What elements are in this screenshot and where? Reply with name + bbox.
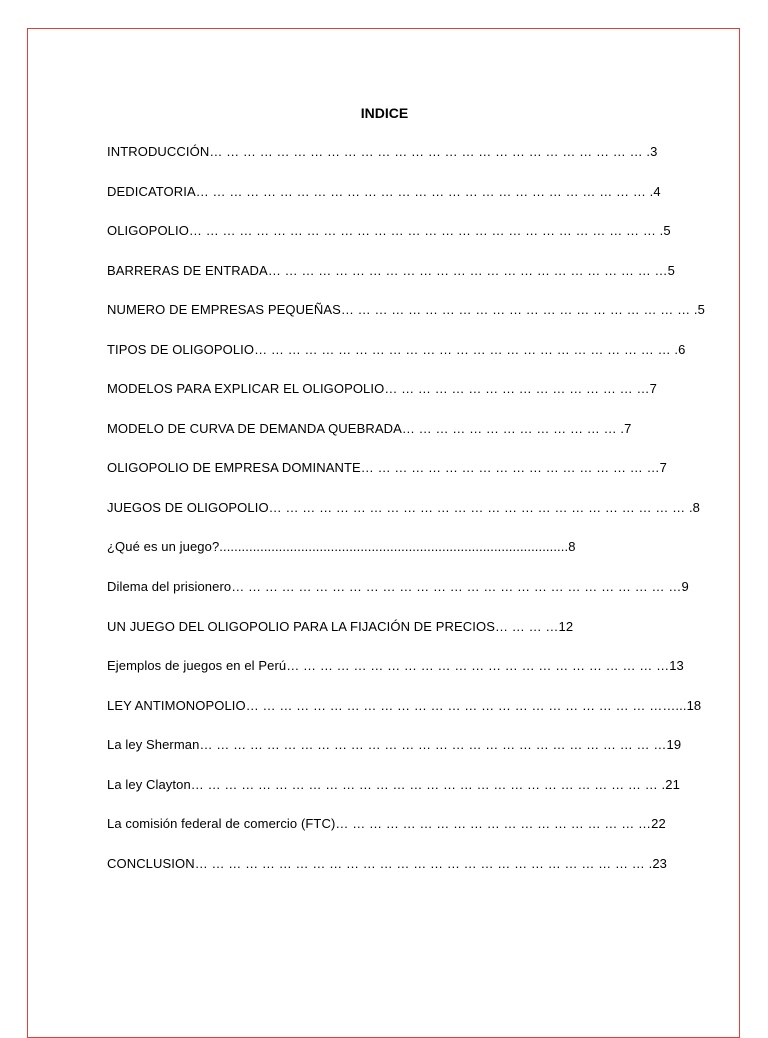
toc-entry-label: OLIGOPOLIO DE EMPRESA DOMINANTE	[107, 460, 361, 476]
table-of-contents	[107, 144, 705, 895]
toc-entry	[107, 144, 677, 184]
toc-entry	[107, 776, 680, 817]
toc-entry-page-number: 4	[653, 183, 661, 199]
toc-entry-label: La ley Sherman	[107, 737, 200, 753]
toc-entry-page-number: 5	[697, 302, 705, 318]
toc-entry-leader: … … … … … … … … … … … … … … … … … … … … … … … … … … .	[209, 144, 651, 159]
toc-entry-page-number: 9	[681, 579, 689, 595]
toc-entry-label: La ley Clayton	[107, 776, 191, 792]
toc-entry-page-number: 13	[669, 658, 684, 674]
toc-entry	[107, 499, 701, 540]
toc-entry-page-number: 21	[665, 776, 680, 792]
toc-entry-leader: … … … …	[494, 618, 559, 634]
toc-entry	[107, 579, 689, 619]
toc-entry-leader: … … … … … … … … … … … … … … … … … … … … … … … … … … … … .	[188, 223, 664, 239]
toc-entry	[107, 421, 677, 461]
toc-entry	[107, 856, 677, 896]
toc-entry-leader: … … … … … … … … … … … … … … … … … … … … … … … … … … … …	[199, 737, 667, 753]
toc-entry-label: OLIGOPOLIO	[107, 223, 189, 239]
document-page	[27, 28, 740, 1038]
toc-entry-page-number: 3	[650, 144, 658, 159]
toc-entry-leader: … … … … … … … … … … … … … … … … … … … … … … … … ……...	[245, 697, 687, 713]
toc-entry-label: INTRODUCCIÓN	[107, 144, 210, 159]
toc-entry-leader: … … … … … … … … … … … … … … … … … … … … … … … … … .	[268, 499, 693, 515]
toc-entry-page-number: 7	[659, 460, 668, 476]
toc-entry-page-number: 19	[666, 737, 682, 753]
toc-entry-leader: … … … … … … … … … … … … … … … … … … … … … … … … … .	[254, 341, 679, 357]
toc-entry-label: MODELO DE CURVA DE DEMANDA QUEBRADA	[107, 420, 402, 436]
toc-entry-label: NUMERO DE EMPRESAS PEQUEÑAS	[107, 302, 341, 318]
toc-entry-page-number: 8	[692, 499, 701, 515]
toc-entry-label: Dilema del prisionero	[107, 579, 232, 595]
toc-entry	[107, 302, 705, 342]
toc-entry-page-number: 7	[624, 420, 632, 436]
toc-entry-leader: … … … … … … … … … … … … … … … … … … … … … … … … … … … … .	[190, 776, 666, 792]
toc-entry-leader: … … … … … … … … … … … … … … … …	[384, 381, 650, 397]
toc-entry	[107, 184, 677, 224]
toc-entry-label: UN JUEGO DEL OLIGOPOLIO PARA LA FIJACIÓN DE PRECIOS	[107, 618, 495, 634]
toc-entry-label: Ejemplos de juegos en el Perú	[107, 658, 287, 674]
toc-entry-leader: … … … … … … … … … … … … … … … … … … … … … .	[340, 302, 698, 318]
toc-entry	[107, 737, 682, 777]
toc-entry-label: LEY ANTIMONOPOLIO	[107, 697, 246, 713]
toc-entry-leader: ..............................................................................................	[219, 539, 569, 555]
toc-entry-leader: … … … … … … … … … … … … … … … … … … … … … … … …	[267, 262, 668, 278]
toc-entry	[107, 619, 677, 659]
toc-entry-label: CONCLUSION	[107, 855, 195, 871]
toc-entry-label: JUEGOS DE OLIGOPOLIO	[107, 499, 269, 515]
toc-entry-label: TIPOS DE OLIGOPOLIO	[107, 341, 255, 357]
toc-entry-leader: … … … … … … … … … … … … … … … … … … … … … … … … … … … .	[195, 183, 654, 199]
toc-entry	[107, 539, 677, 579]
toc-entry-label: BARRERAS DE ENTRADA	[107, 262, 268, 278]
toc-entry	[107, 263, 677, 303]
toc-entry-leader: … … … … … … … … … … … … … … … … … … …	[335, 816, 652, 832]
toc-entry-page-number: 23	[652, 855, 667, 871]
toc-entry	[107, 223, 677, 263]
toc-entry-page-number: 5	[663, 223, 671, 239]
toc-entry-page-number: 5	[667, 262, 675, 278]
toc-entry-leader: … … … … … … … … … … … … … … … … … … … … … … … … … … …	[231, 579, 682, 595]
toc-entry-label: ¿Qué es un juego?	[107, 539, 220, 555]
toc-entry-label: La comisión federal de comercio (FTC)	[107, 816, 336, 832]
toc-entry-label: MODELOS PARA EXPLICAR EL OLIGOPOLIO	[107, 381, 385, 397]
toc-entry-page-number: 18	[686, 697, 702, 713]
toc-entry	[107, 460, 677, 500]
page-title: INDICE	[360, 105, 409, 121]
toc-entry-page-number: 12	[558, 618, 574, 634]
toc-entry-page-number: 22	[651, 816, 666, 832]
toc-entry	[107, 816, 677, 856]
toc-entry	[107, 381, 677, 421]
toc-entry-leader: … … … … … … … … … … … … … … … … … …	[360, 460, 660, 476]
toc-entry-page-number: 8	[568, 539, 576, 555]
toc-entry-page-number: 7	[649, 381, 657, 397]
toc-entry-page-number: 6	[678, 341, 686, 357]
toc-entry	[107, 341, 686, 382]
toc-entry-leader: … … … … … … … … … … … … … … … … … … … … … … … … … … … .	[194, 855, 653, 871]
toc-entry-leader: … … … … … … … … … … … … … .	[401, 420, 625, 436]
toc-entry	[107, 658, 684, 698]
toc-entry-leader: … … … … … … … … … … … … … … … … … … … … … … …	[286, 658, 670, 674]
toc-entry	[107, 697, 702, 738]
toc-entry-label: DEDICATORIA	[107, 183, 196, 199]
